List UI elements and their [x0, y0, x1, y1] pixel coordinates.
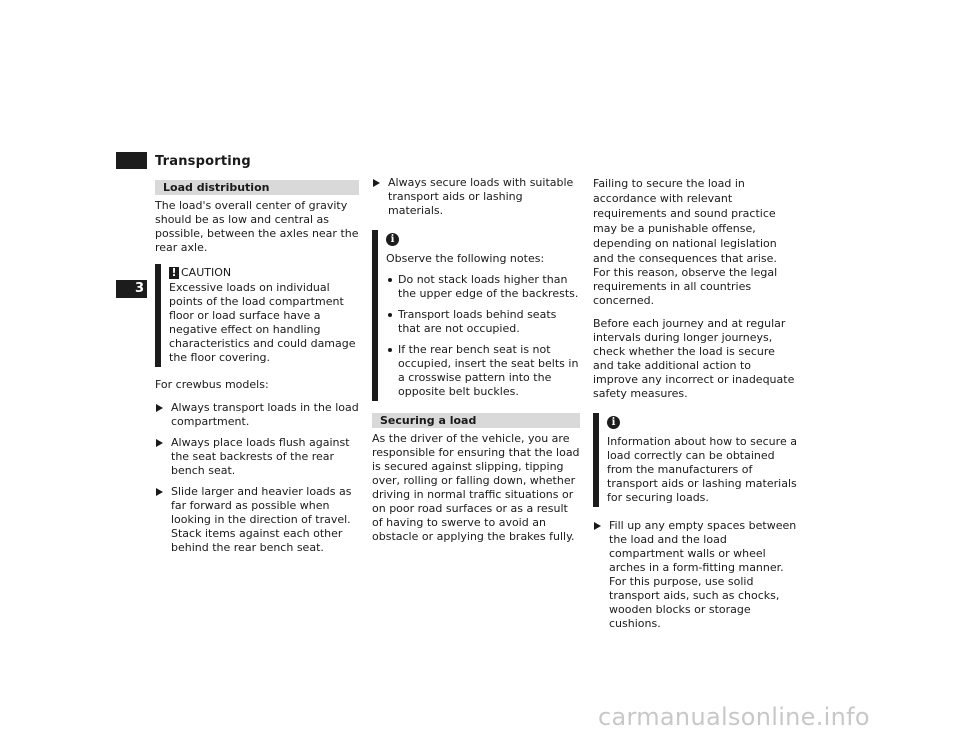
info-icon: i: [607, 416, 620, 429]
legal-requirements-paragraph: For this reason, observe the legal requirements in all countries concerned.: [593, 266, 778, 307]
arrow-icon: [156, 404, 163, 412]
info-text: Information about how to secure a load correctly can be obtained from the manufacturers of transport aids or lashing materials for securing loads.: [607, 435, 797, 504]
caution-box: [155, 264, 359, 367]
list-item: Always place loads flush against the seat backrests of the rear bench seat.: [155, 436, 359, 478]
note-intro: Observe the following notes:: [386, 252, 545, 265]
warning-icon: !: [169, 267, 179, 279]
securing-paragraph: As the driver of the vehicle, you are responsible for ensuring that the load is secured against slipping, tipping over, rolling or falling down, whether driving in normal traffic situations or on poor road surfaces or as a result of having to swerve to avoid an obstacle or applying the brakes fully.: [372, 432, 580, 543]
info-icon: i: [386, 233, 399, 246]
column-2: [372, 176, 580, 553]
bullet-icon: [388, 313, 392, 317]
bullet-item: Do not stack loads higher than the upper edge of the backrests.: [386, 273, 580, 301]
chapter-tab: 3: [116, 280, 147, 298]
arrow-icon: [594, 522, 601, 530]
section-heading-securing-load: Securing a load: [372, 413, 580, 428]
crewbus-label: For crewbus models:: [155, 378, 269, 391]
arrow-icon: [156, 488, 163, 496]
bullet-item: Transport loads behind seats that are not occupied.: [386, 308, 580, 336]
arrow-icon: [373, 179, 380, 187]
list-item: Always transport loads in the load compartment.: [155, 401, 359, 429]
check-paragraph: Before each journey and at regular intervals during longer journeys, check whether the load is secure and take additional action to improve any incorrect or inadequate safety measures.: [593, 317, 795, 400]
note-box: [372, 230, 580, 401]
bullet-icon: [388, 278, 392, 282]
list-item: Always secure loads with suitable transport aids or lashing materials.: [372, 176, 580, 218]
column-1: [155, 180, 359, 562]
section-heading-load-distribution: Load distribution: [155, 180, 359, 195]
column-3: [593, 176, 799, 638]
list-item: Slide larger and heavier loads as far forward as possible when looking in the direction of travel. Stack items against each other behind the rear bench seat.: [155, 485, 359, 555]
bullet-icon: [388, 348, 392, 352]
page-title: Transporting: [155, 154, 251, 169]
header-block: [116, 152, 147, 169]
bullet-item: If the rear bench seat is not occupied, insert the seat belts in a crosswise pattern into the opposite belt buckles.: [386, 343, 580, 399]
caution-label: CAUTION: [181, 266, 232, 279]
arrow-icon: [156, 439, 163, 447]
intro-paragraph: The load's overall center of gravity should be as low and central as possible, between the axles near the rear axle.: [155, 199, 359, 254]
watermark: carmanualsonline.info: [598, 703, 870, 731]
info-box: [593, 413, 799, 507]
caution-header: [169, 266, 359, 280]
legal-paragraph: Failing to secure the load in accordance with relevant requirements and sound practice may be a punishable offense, depending on national legislation and the consequences that arise.: [593, 177, 777, 265]
caution-text: Excessive loads on individual points of the load compartment floor or load surface have a negative effect on handling characteristics and could damage the floor covering.: [169, 281, 356, 364]
list-item: Fill up any empty spaces between the load and the load compartment walls or wheel arches in a form-fitting manner. For this purpose, use solid transport aids, such as chocks, wooden blocks or storage cushions.: [593, 519, 799, 631]
